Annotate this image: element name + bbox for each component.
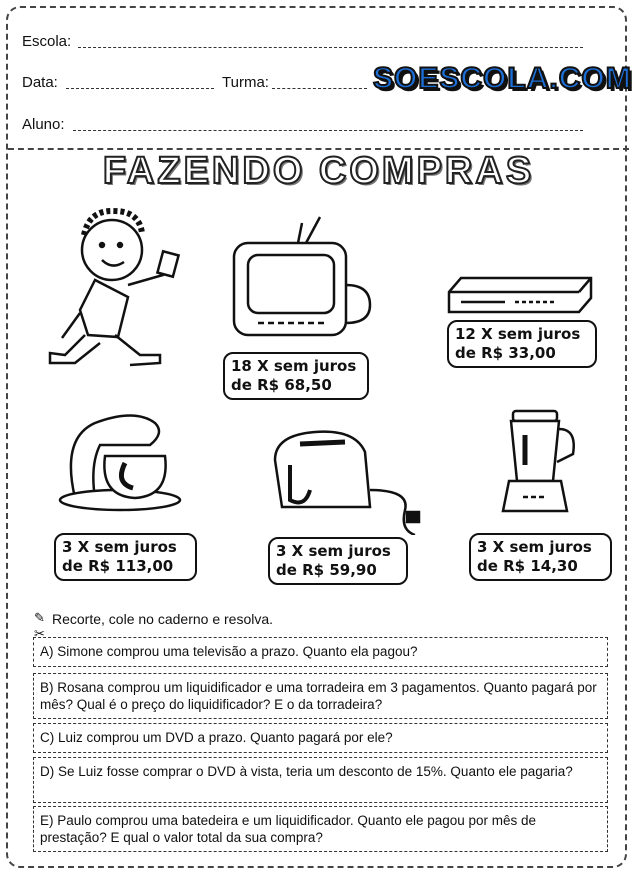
price-tag-line2: de R$ 33,00 — [455, 344, 556, 362]
dvd-player-icon — [445, 270, 595, 315]
instruction-text: Recorte, cole no caderno e resolva. — [52, 611, 274, 627]
price-tag-line2: de R$ 68,50 — [231, 376, 332, 394]
toaster-icon — [265, 420, 425, 535]
price-tag-toaster — [268, 537, 408, 585]
data-label: Data: — [22, 74, 58, 91]
escola-field[interactable] — [78, 47, 583, 48]
question-a: A) Simone comprou uma televisão a prazo. Quanto ela pagou? — [33, 637, 608, 667]
price-tag-line1: 3 X sem juros — [276, 542, 391, 560]
price-tag-television — [223, 352, 369, 400]
scissors-icon: ✂ — [34, 626, 45, 641]
price-tag-line1: 3 X sem juros — [477, 538, 592, 556]
aluno-label: Aluno: — [22, 116, 65, 133]
site-logo: SOESCOLA.COM — [373, 62, 632, 95]
question-c: C) Luiz comprou um DVD a prazo. Quanto pagará por ele? — [33, 723, 608, 753]
aluno-field[interactable] — [73, 130, 583, 131]
data-field[interactable] — [66, 88, 214, 89]
escola-label: Escola: — [22, 33, 72, 50]
turma-field[interactable] — [272, 88, 367, 89]
price-tag-line1: 12 X sem juros — [455, 325, 581, 343]
price-tag-line2: de R$ 59,90 — [276, 561, 377, 579]
price-tag-line2: de R$ 14,30 — [477, 557, 578, 575]
price-tag-mixer — [54, 533, 197, 581]
price-tag-blender — [469, 533, 612, 581]
mixer-icon — [55, 408, 185, 513]
question-b: B) Rosana comprou um liquidificador e uma torradeira em 3 pagamentos. Quanto pagará por mês? Qual é o preço do liquidificador? E o da torradeira? — [33, 673, 608, 719]
question-e: E) Paulo comprou uma batedeira e um liquidificador. Quanto ele pagou por mês de prestação? E qual o valor total da sua compra? — [33, 806, 608, 852]
blender-icon — [495, 405, 585, 520]
turma-label: Turma: — [222, 74, 269, 91]
price-tag-line1: 3 X sem juros — [62, 538, 177, 556]
price-tag-line2: de R$ 113,00 — [62, 557, 174, 575]
question-d: D) Se Luiz fosse comprar o DVD à vista, teria um desconto de 15%. Quanto ele pagaria? — [33, 757, 608, 803]
pencil-icon: ✎ — [34, 610, 45, 625]
price-tag-line1: 18 X sem juros — [231, 357, 357, 375]
price-tag-dvd — [447, 320, 597, 368]
television-icon — [228, 215, 373, 340]
page-title: FAZENDO COMPRAS — [102, 150, 535, 192]
boy-with-money-icon — [40, 205, 200, 390]
